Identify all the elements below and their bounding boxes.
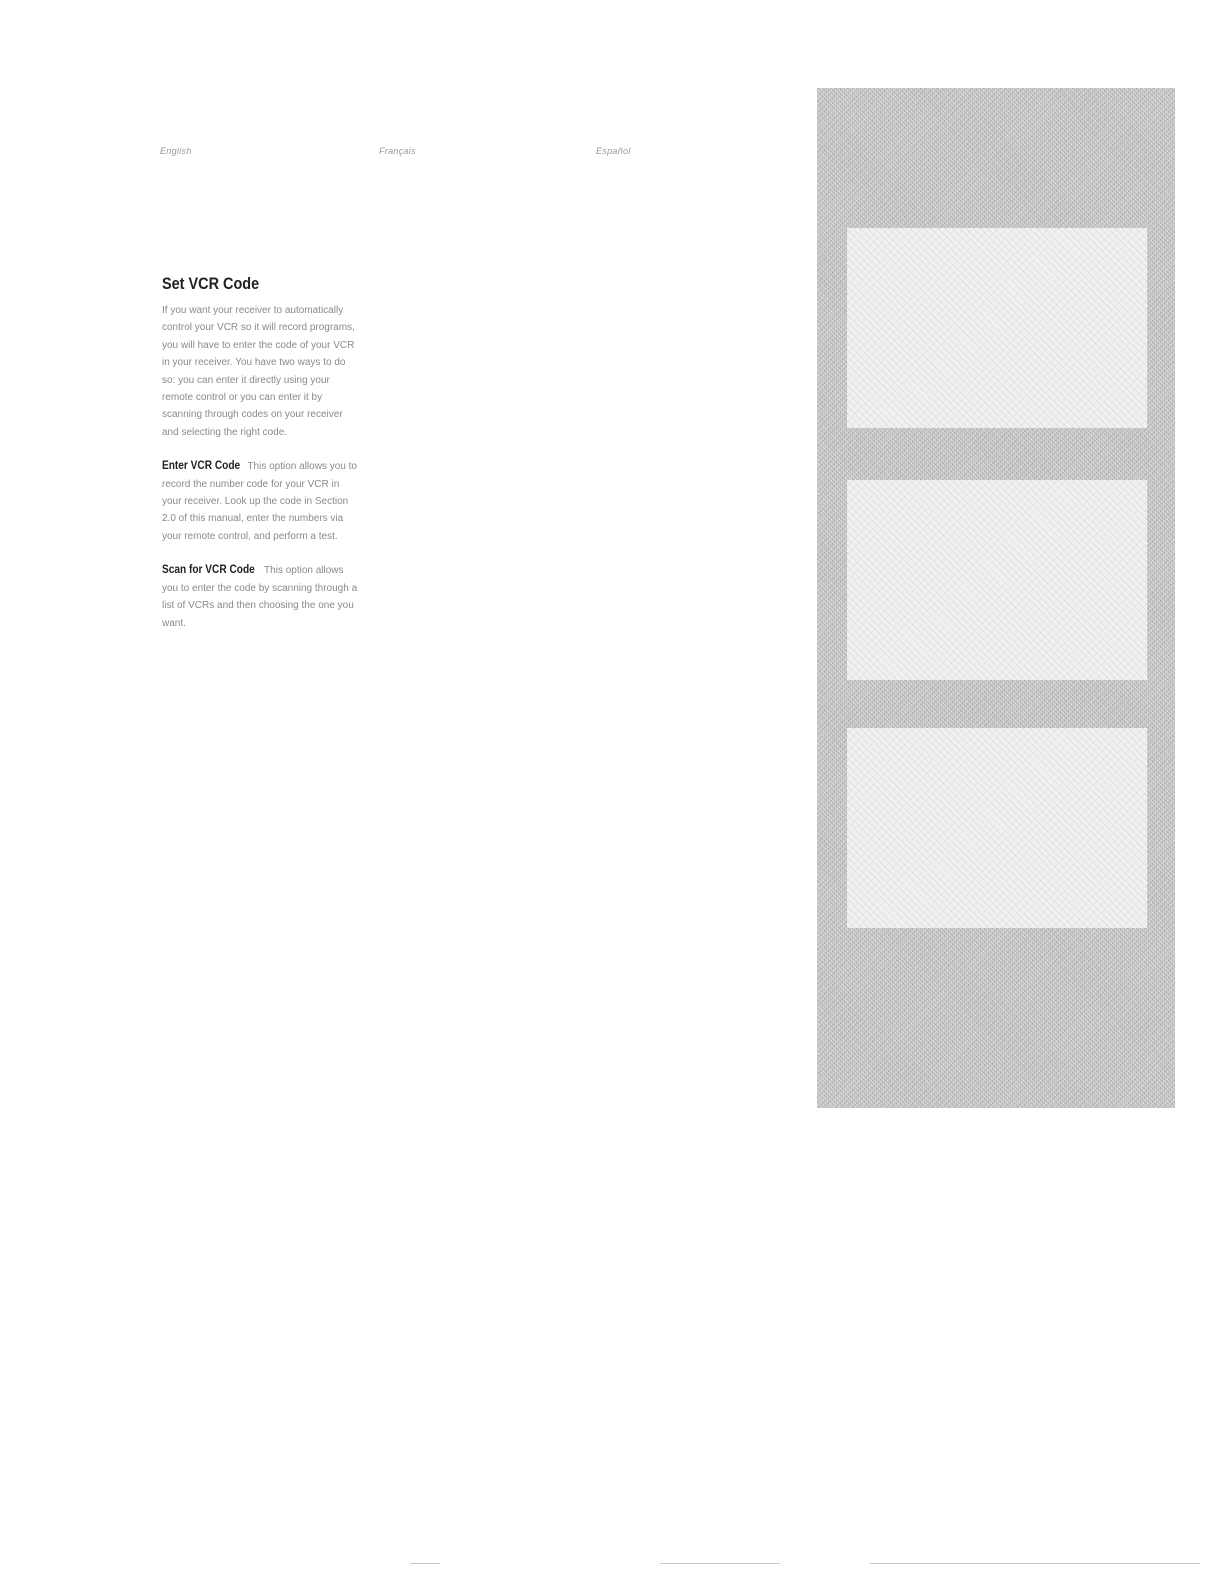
language-label-english: English <box>160 146 192 156</box>
scan-artifact-line <box>660 1563 780 1564</box>
language-label-spanish: Español <box>596 146 631 156</box>
enter-vcr-code-text: This option allows you to record the number code for your VCR in your receiver. Look up the code in Section 2.0 of this manual, enter the numbers via your remote control, and perform a test. <box>162 461 357 542</box>
screen-panel-bottom <box>847 728 1147 928</box>
enter-vcr-code-term: Enter VCR Code <box>162 460 241 473</box>
language-label-french: Français <box>379 146 416 156</box>
scan-artifact-line <box>870 1563 1200 1564</box>
scan-vcr-code-term: Scan for VCR Code <box>162 564 255 577</box>
section-title: Set VCR Code <box>162 274 260 293</box>
screen-illustration-strip <box>817 88 1175 1108</box>
enter-vcr-code-paragraph <box>162 458 358 545</box>
screen-panel-middle <box>847 480 1147 680</box>
scan-vcr-code-text: This option allows you to enter the code by scanning through a list of VCRs and then choosing the one you want. <box>162 565 358 629</box>
scan-artifact-line <box>410 1563 440 1564</box>
scan-vcr-code-paragraph <box>162 562 358 632</box>
screen-panel-top <box>847 228 1147 428</box>
english-text-column <box>162 274 358 649</box>
intro-paragraph: If you want your receiver to automatically control your VCR so it will record programs, you will have to enter the code of your VCR in your receiver. You have two ways to do so: you can enter it directly using your remote control or you can enter it by scanning through codes on your receiver and selecting the right code. <box>162 305 355 438</box>
